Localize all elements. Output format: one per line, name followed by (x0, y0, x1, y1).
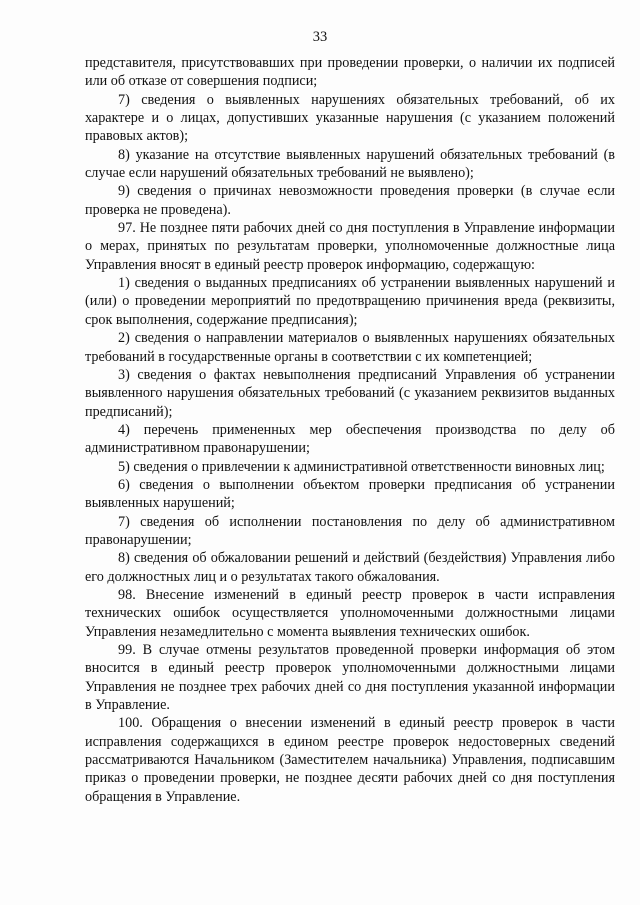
paragraph-clause-99: 99. В случае отмены результатов проведенной проверки информация об этом вносится в единый реестр проверок уполномоченными должностными лицами Управления не позднее трех рабочих дней со дня поступления указанной информации в Управление. (85, 642, 615, 714)
paragraph-clause-100: 100. Обращения о внесении изменений в единый реестр проверок в части исправления содержащихся в едином реестре проверок недостоверных сведений рассматриваются Начальником (Заместителем начальника) Управления, подписавшим приказ о проведении проверки, не позднее десяти рабочих дней со дня поступления обращения в Управление. (85, 715, 615, 805)
paragraph-item-7: 7) сведения о выявленных нарушениях обязательных требований, об их характере и о лицах, допустивших указанные нарушения (с указанием положений правовых актов); (85, 91, 615, 145)
paragraph-item-1: 1) сведения о выданных предписаниях об устранении выявленных нарушений и (или) о проведении мероприятий по предотвращению причинения вреда (реквизиты, срок выполнения, содержание предписания); (85, 275, 615, 328)
paragraph-item-9: 9) сведения о причинах невозможности проведения проверки (в случае если проверка не проведена). (85, 183, 615, 218)
paragraph-item-8: 8) указание на отсутствие выявленных нарушений обязательных требований (в случае если нарушений обязательных требований не выявлено); (85, 146, 615, 182)
paragraph-item-5: 5) сведения о привлечении к административной ответственности виновных лиц; (118, 458, 605, 475)
paragraph-item-3: 3) сведения о фактах невыполнения предписаний Управления об устранении выявленного нарушения обязательных требований (с указанием реквизитов выданных предписаний); (85, 366, 615, 420)
paragraph-item-6: 6) сведения о выполнении объектом проверки предписания об устранении выявленных нарушений; (85, 476, 615, 512)
document-body (85, 54, 615, 806)
paragraph-clause-98: 98. Внесение изменений в единый реестр проверок в части исправления технических ошибок осуществляется уполномоченными должностными лицами Управления незамедлительно с момента выявления технических ошибок. (85, 586, 615, 640)
paragraph-item-4: 4) перечень примененных мер обеспечения производства по делу об административном правонарушении; (85, 421, 615, 457)
paragraph-item-7b: 7) сведения об исполнении постановления по делу об административном правонарушении; (85, 513, 615, 548)
paragraph-clause-97: 97. Не позднее пяти рабочих дней со дня поступления в Управление информации о мерах, принятых по результатам проверки, уполномоченные должностные лица Управления вносят в единый реестр проверок информацию, содержащую: (85, 220, 615, 273)
page-number: 33 (312, 29, 328, 45)
paragraph-continuation: представителя, присутствовавших при проведении проверки, о наличии их подписей или об отказе от совершения подписи; (85, 55, 615, 90)
paragraph-item-2: 2) сведения о направлении материалов о выявленных нарушениях обязательных требований в государственные органы в соответствии с их компетенцией; (85, 330, 615, 365)
paragraph-item-8b: 8) сведения об обжаловании решений и действий (бездействия) Управления либо его должностных лиц и о результатах такого обжалования. (85, 550, 615, 585)
